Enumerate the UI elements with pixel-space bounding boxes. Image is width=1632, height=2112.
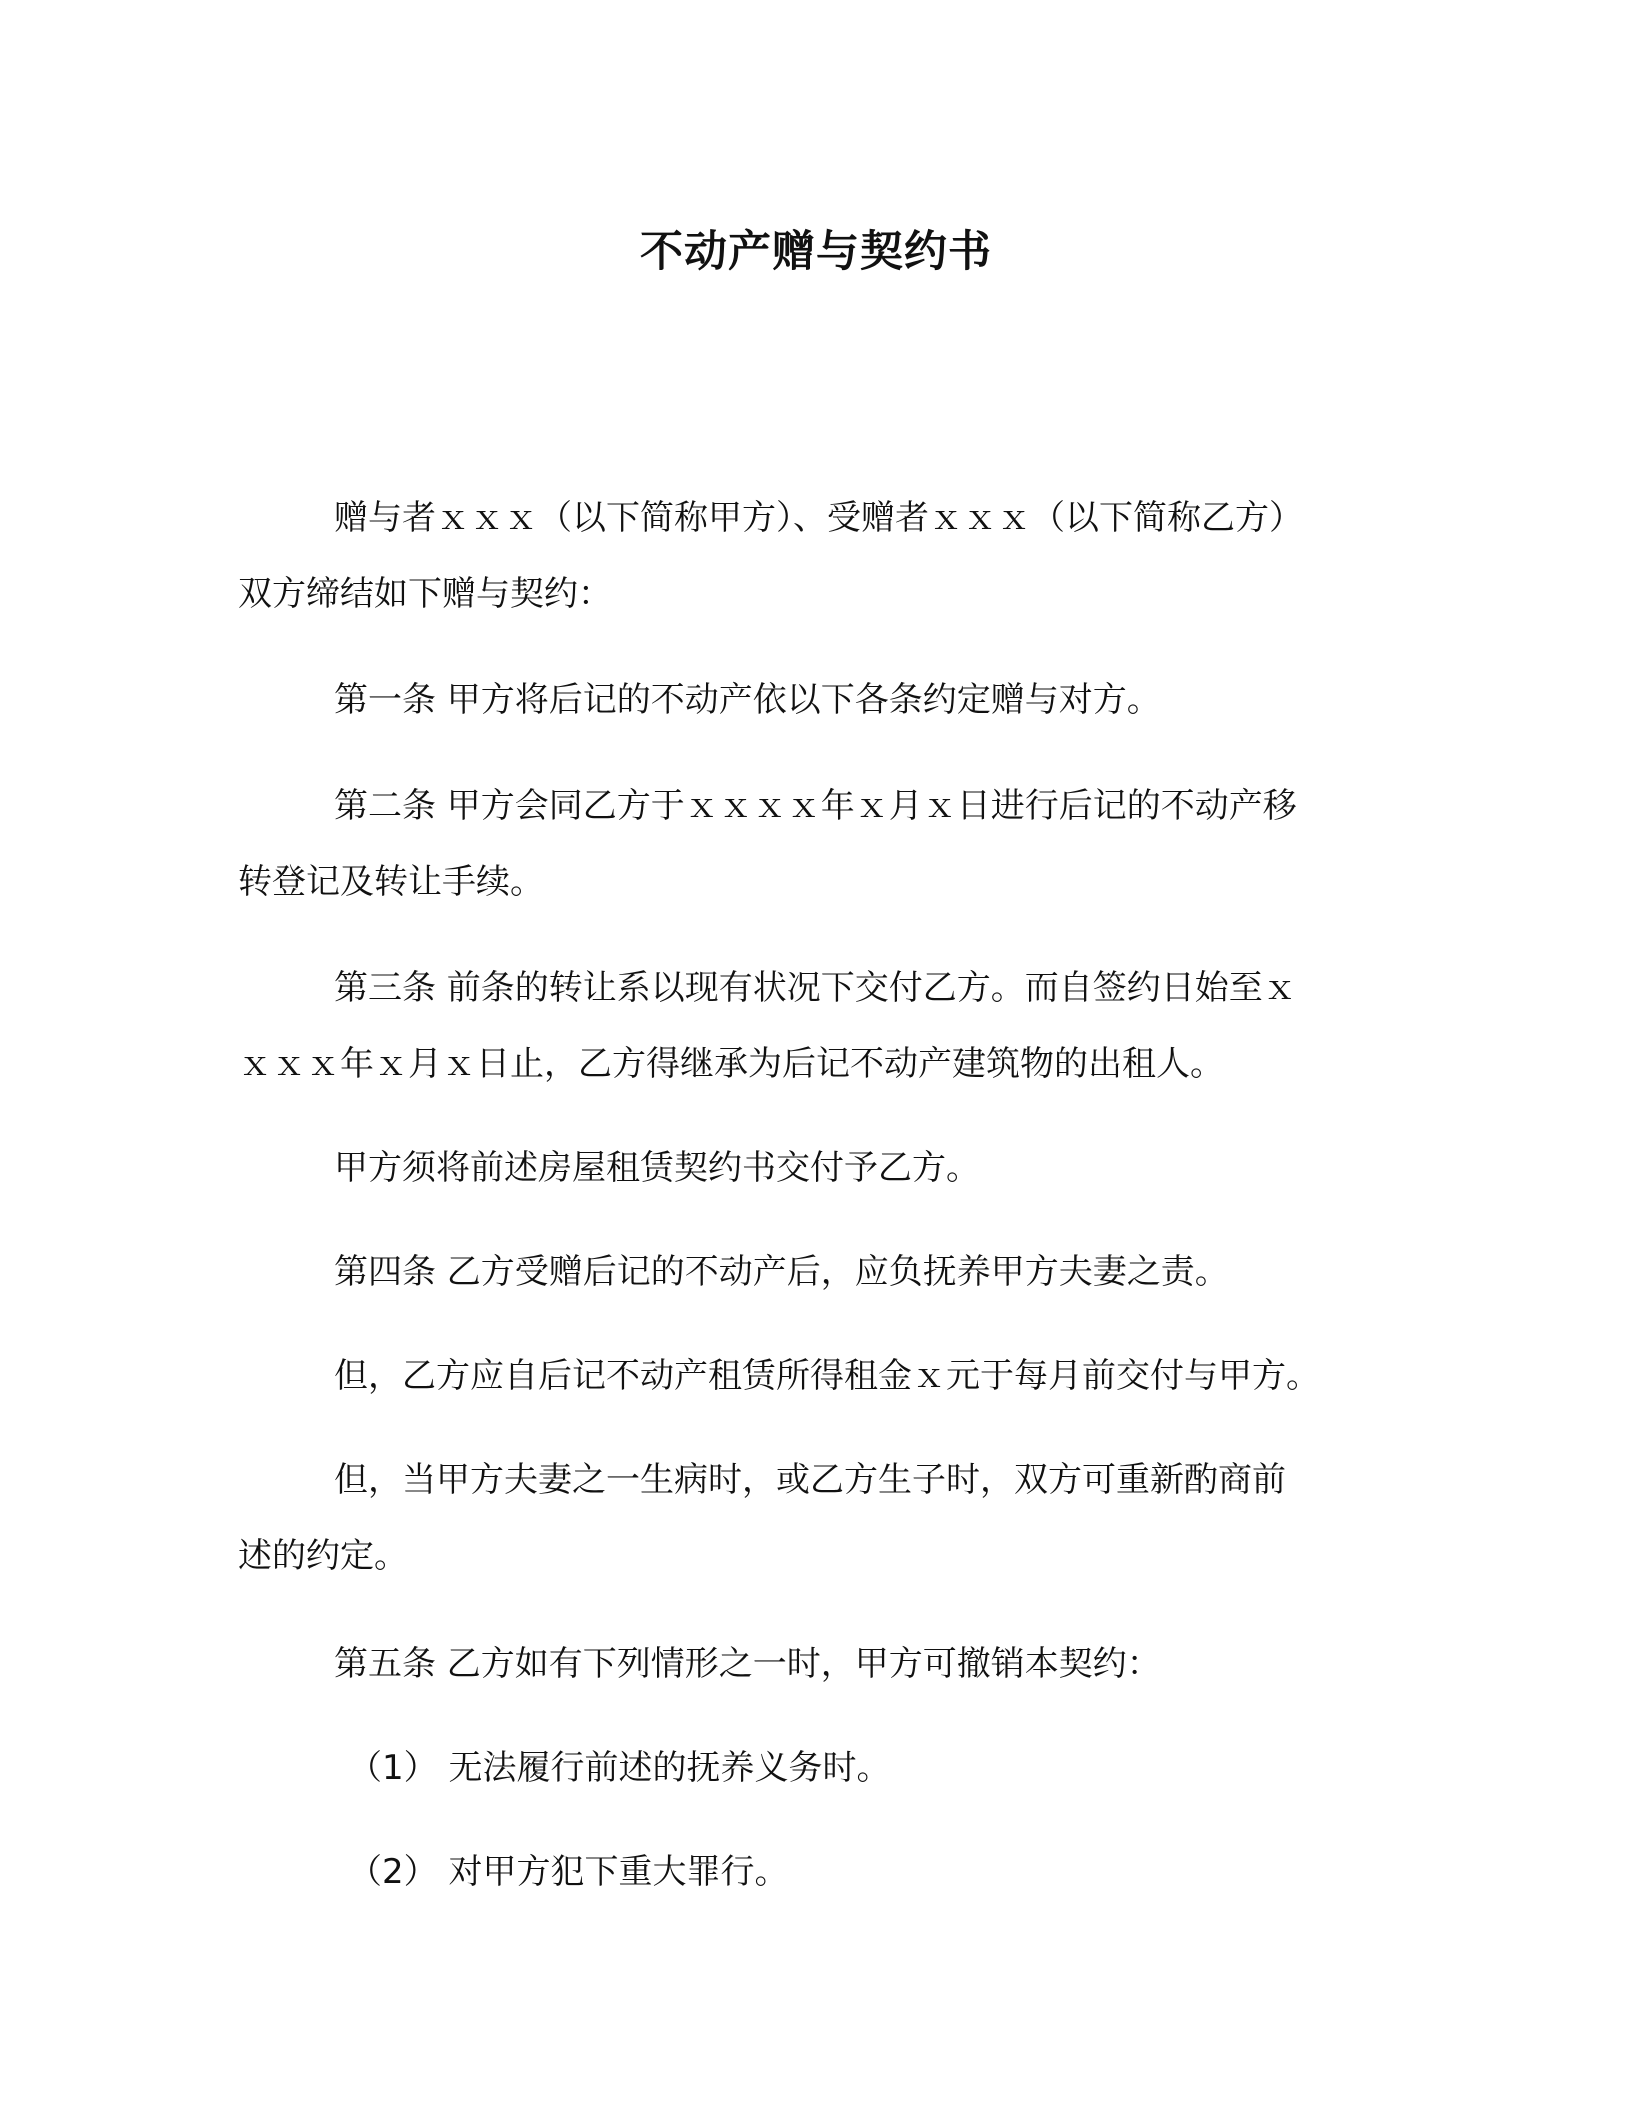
paragraph-parties-line2: 双方缔结如下赠与契约： (238, 574, 612, 614)
list-item-1: （1） 无法履行前述的抚养义务时。 (348, 1748, 891, 1788)
paragraph-article-5: 第五条 乙方如有下列情形之一时，甲方可撤销本契约： (334, 1644, 1161, 1684)
list-item-2: （2） 对甲方犯下重大罪行。 (348, 1852, 789, 1892)
paragraph-article-4: 第四条 乙方受赠后记的不动产后，应负抚养甲方夫妻之责。 (334, 1252, 1229, 1292)
paragraph-lease-transfer: 甲方须将前述房屋租赁契约书交付予乙方。 (334, 1148, 980, 1188)
paragraph-article-2-line1: 第二条 甲方会同乙方于ｘｘｘｘ年ｘ月ｘ日进行后记的不动产移 (334, 786, 1297, 826)
paragraph-article-1: 第一条 甲方将后记的不动产依以下各条约定赠与对方。 (334, 680, 1161, 720)
document-title: 不动产赠与契约书 (640, 227, 992, 277)
paragraph-rent-payment: 但，乙方应自后记不动产租赁所得租金ｘ元于每月前交付与甲方。 (334, 1356, 1320, 1396)
paragraph-renegotiation-line2: 述的约定。 (238, 1536, 408, 1576)
paragraph-article-2-line2: 转登记及转让手续。 (238, 862, 544, 902)
paragraph-parties-line1: 赠与者ｘｘｘ（以下简称甲方）、受赠者ｘｘｘ（以下简称乙方） (334, 498, 1303, 538)
paragraph-article-3-line1: 第三条 前条的转让系以现有状况下交付乙方。而自签约日始至ｘ (334, 968, 1297, 1008)
paragraph-renegotiation-line1: 但，当甲方夫妻之一生病时，或乙方生子时，双方可重新酌商前 (334, 1460, 1286, 1500)
paragraph-article-3-line2: ｘｘｘ年ｘ月ｘ日止，乙方得继承为后记不动产建筑物的出租人。 (238, 1044, 1224, 1084)
